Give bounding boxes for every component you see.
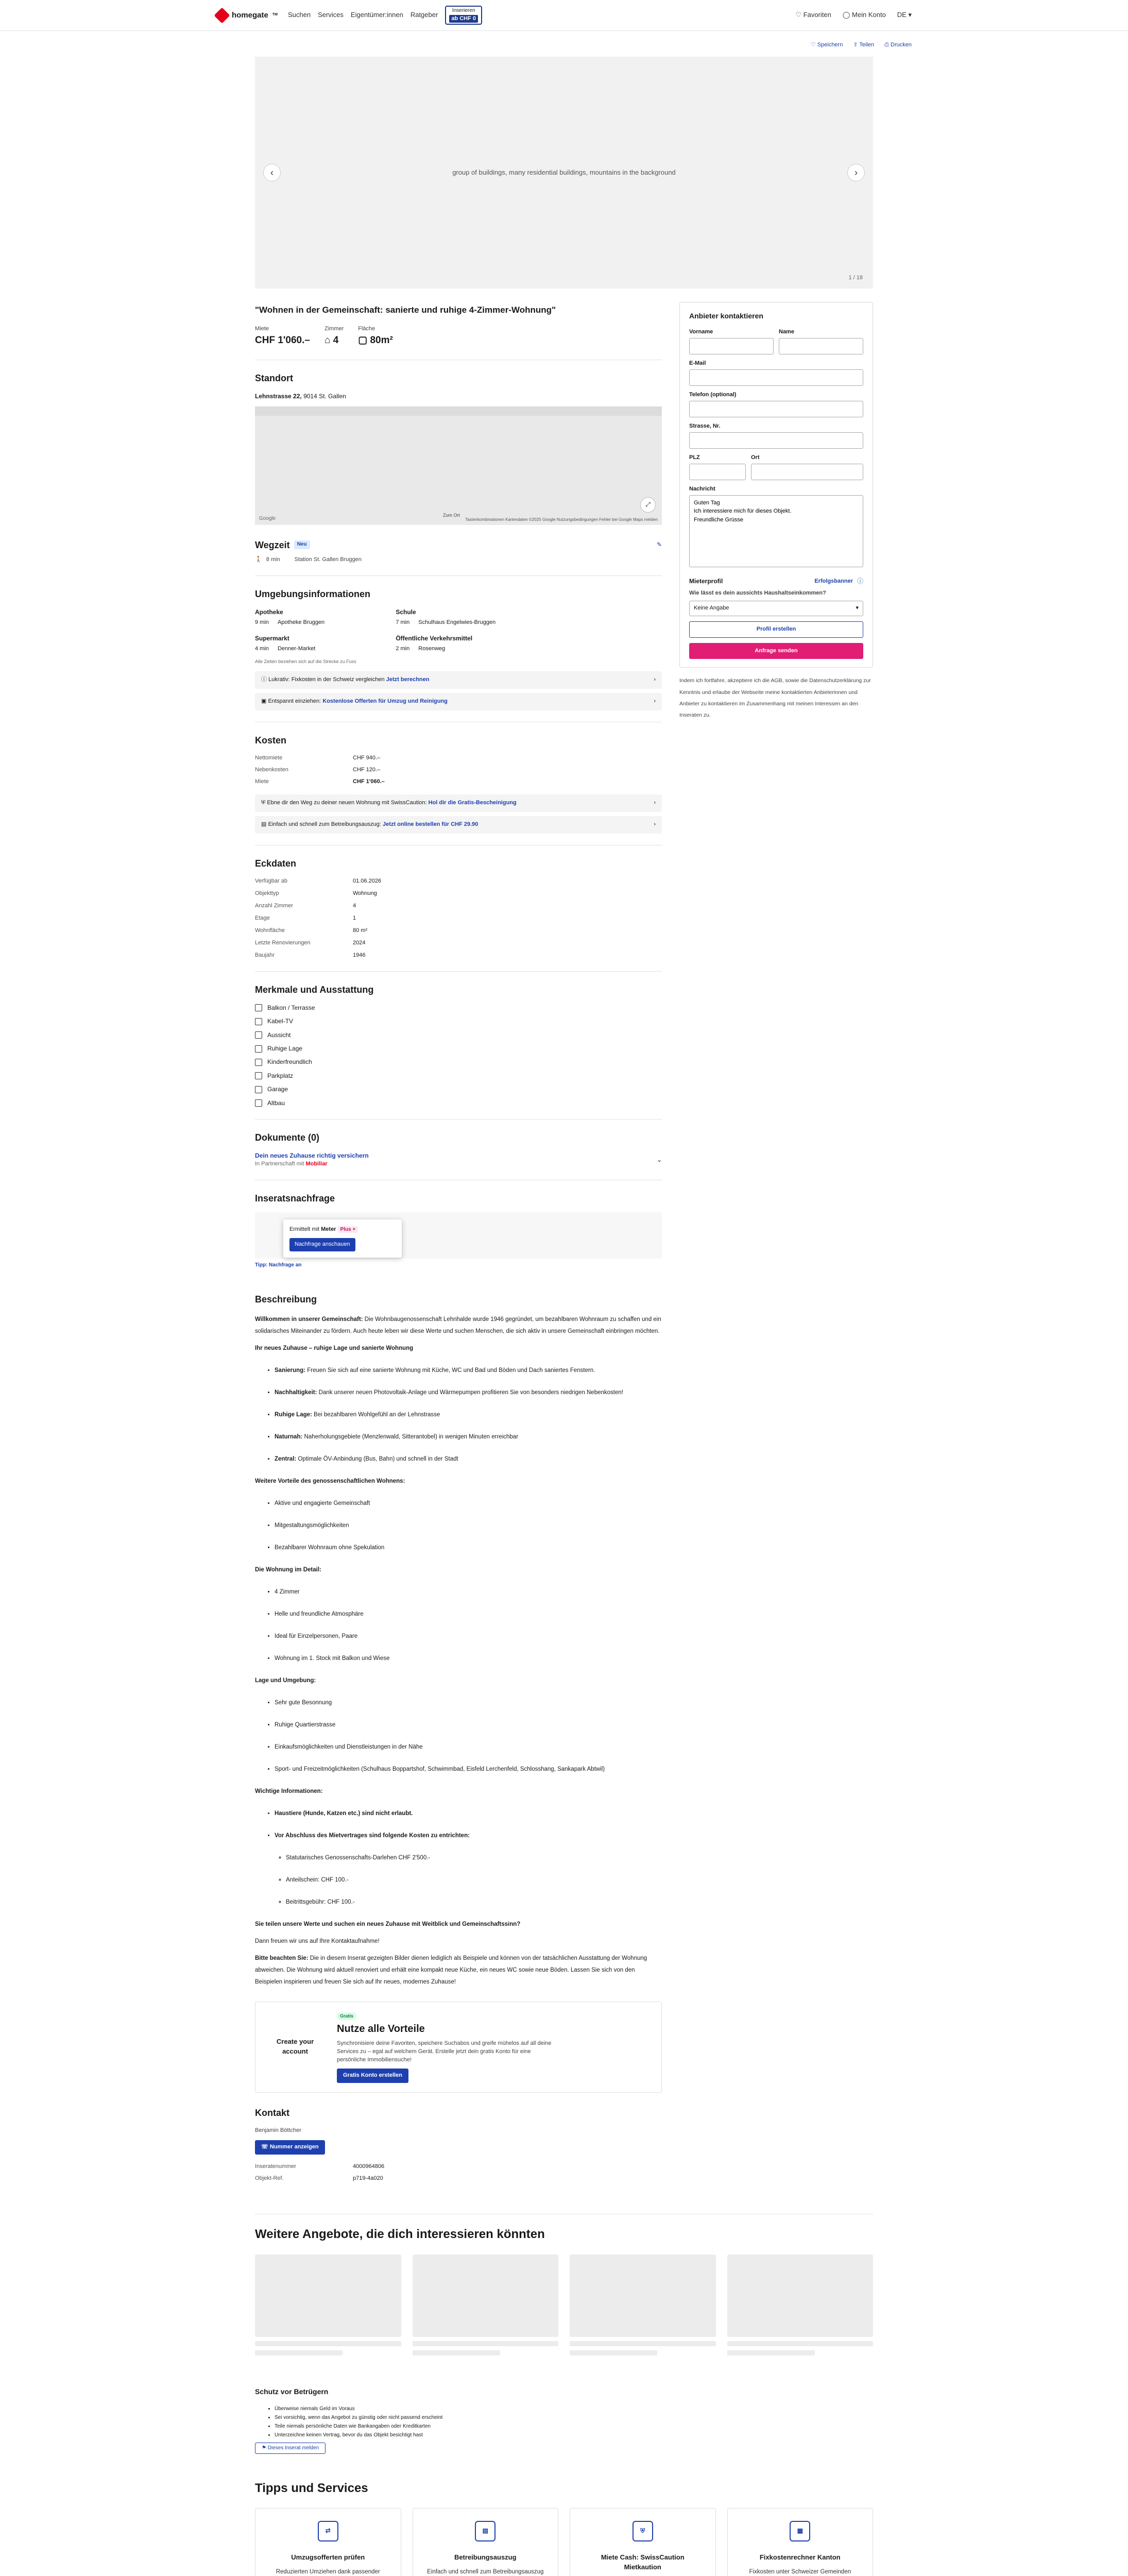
map-fullscreen-icon[interactable]: ⤢ <box>640 497 656 513</box>
tip-icon: ▤ <box>475 2521 495 2541</box>
section-inseratsnachfrage: Inseratsnachfrage <box>255 1193 335 1204</box>
eckdaten-label: Baujahr <box>255 952 275 958</box>
list-item: • Aktive und engagierte Gemeinschaft <box>275 1498 662 1510</box>
listing-title: "Wohnen in der Gemeinschaft: sanierte und ruhige 4-Zimmer-Wohnung" <box>255 304 556 315</box>
list-item: ◦ Anteilschein: CHF 100.- <box>286 1874 662 1886</box>
umgebung-supermarkt: Supermarkt 4 min Denner-Market <box>255 635 316 652</box>
address: Lehnstrasse 22, 9014 St. Gallen <box>255 393 346 400</box>
nav-link-suchen[interactable]: Suchen <box>287 11 311 19</box>
tip-card <box>255 2508 401 2576</box>
account-promo: Create your account Gratis Nutze alle Vorteile Synchronisiere deine Favoriten, speichere Suchabos und greife mühelos auf all deine Services zu – egal auf welchem Gerät. Erstelle jetzt dein gratis Konto für eine persönliche Immobiliensuche! Gratis Konto erstellen <box>255 2002 662 2093</box>
banner-swisscaution[interactable]: ⛨ Ebne dir den Weg zu deiner neuen Wohnung mit SwissCaution: Hol dir die Gratis-Bescheinigung › <box>255 794 662 812</box>
key-facts <box>255 325 662 347</box>
contact-name: Benjamin Böttcher <box>255 2127 301 2133</box>
tip-icon: ⛨ <box>633 2521 653 2541</box>
insurance-teaser[interactable]: Dein neues Zuhause richtig versichern In Partnerschaft mit Mobiliar ⌄ <box>255 1152 662 1167</box>
list-item <box>275 1409 662 1421</box>
description-body: Willkommen in unserer Gemeinschaft: Die Wohnbaugenossenschaft Lehnhalde wurde 1946 gegründet, um bezahlbaren Wohnraum zu schaffen und ein solidarisches Miteinander zu fördern. Auch heute leben wir diese Werte und suchen Menschen, die sich aktiv in unsere Gemeinschaft einbringen möchten. Ihr neues Zuhause – ruhige Lage und sanierte Wohnung • Sanierung: Freuen Sie sich auf eine sanierte Wohnung mit Küche, WC und Bad und Böden und Dach saniertes Fenstern. • Nachhaltigkeit: Dank unserer neuen Photovoltaik-Anlage und Wärmepumpen profitieren Sie von besonders niedrigen Nebenkosten! • Ruhige Lage: Bei bezahlbaren Wohlgefühl an der Lehnstrasse • Naturnah: Naherholungsgebiete (Menzlenwald, Sitterantobel) in wenigen Minuten erreichbar • Zentral: Optimale ÖV-Anbindung (Bus, Bahn) und schnell in der Stadt Weitere Vorteile des genossenschaftlichen Wohnens: • Aktive und engagierte Gemeinschaft • Mitgestaltungsmöglichkeiten • Bezahlbarer Wohnraum ohne Spekulation Die Wohnung im Detail: • 4 Zimmer • Helle und freundliche Atmosphäre • Ideal für Einzelpersonen, Paare • Wohnung im 1. Stock mit Balkon und Wiese Lage und Umgebung: • Sehr gute Besonnung • Ruhige Quartierstrasse • Einkaufsmöglichkeiten und Dienstleistungen in der Nähe • Sport- und Freizeitmöglichkeiten (Schulhaus Boppartshof, Schwimmbad, Eisfeld Lerchenfeld, Schlosshang, Sankapark Abtwil) Wichtige Informationen: • Haustiere (Hunde, Katzen etc.) sind nicht erlaubt. • Vor Abschluss des Mietvertrages sind folgende Kosten zu entrichten: ◦ Statutarisches Genossenschafts-Darlehen CHF 2'500.- ◦ Anteilschein: CHF 100.- ◦ Beitrittsgebühr: CHF 100.- Sie teilen unsere Werte und suchen ein neues Zuhause mit Weitblick und Gemeinschaftssinn? Dann freuen wir uns auf Ihre Kontaktaufnahme! Bitte beachten Sie: Die in diesem Inserat gezeigten Bilder dienen lediglich als Beispiele und können von der tatsächlichen Ausstattung der Wohnung abweichen. Die Wohnung wird aktuell renoviert und erhält eine kompakt neue Küche, ein neues WC sowie neue Böden. Lassen Sie sich von den Beispielen inspirieren und freuen Sie sich auf Ihr neues, modernes Zuhause! <box>255 1314 662 1988</box>
list-item: • Ideal für Einzelpersonen, Paare <box>275 1631 662 1642</box>
show-number-button[interactable]: ☏ Nummer anzeigen <box>255 2140 325 2155</box>
list-item-text: Optimale ÖV-Anbindung (Bus, Bahn) und schnell in der Stadt <box>296 1455 458 1462</box>
umgebung-note: Alle Zeiten beziehen sich auf die Strecke zu Fuss <box>255 659 356 665</box>
list-item: ◦ Beitrittsgebühr: CHF 100.- <box>286 1896 662 1908</box>
section-kosten: Kosten <box>255 735 287 746</box>
section-merkmale: Merkmale und Ausstattung <box>255 984 374 995</box>
chevron-right-icon: › <box>654 821 656 828</box>
list-item-text: Naherholungsgebiete (Menzlenwald, Sitterantobel) in wenigen Minuten erreichbar <box>302 1433 519 1440</box>
favorites-link[interactable]: ♡ Favoriten <box>795 11 831 19</box>
eckdaten-table <box>255 877 662 960</box>
list-item: • Sehr gute Besonnung <box>275 1697 662 1709</box>
section-umgebung: Umgebungsinformationen <box>255 588 370 599</box>
list-item-title: Zentral: <box>275 1455 297 1462</box>
list-item-title: Naturnah: <box>275 1433 303 1440</box>
inserieren-button[interactable]: Inserieren ab CHF 0 <box>445 6 482 25</box>
feature-label: Aussicht <box>267 1031 291 1039</box>
feature-item <box>255 1072 662 1080</box>
list-item <box>275 1431 662 1443</box>
offer-card-skeleton[interactable] <box>570 2255 716 2355</box>
area-icon: ▢ <box>358 334 370 346</box>
umgebung-schule: Schule 7 min Schulhaus Engelwies-Bruggen <box>396 608 496 626</box>
list-item <box>275 1365 662 1377</box>
wegzeit-row: 🚶 8 min Station St. Gallen Bruggen <box>255 556 662 564</box>
list-item-text: Dank unserer neuen Photovoltaik-Anlage und Wärmepumpen profitieren Sie von besonders niedrigen Nebenkosten! <box>317 1389 623 1396</box>
top-right-menu <box>795 10 912 20</box>
tip-title: Miete Cash: SwissCaution Mietkaution <box>601 2553 685 2571</box>
list-item-text: Bei bezahlbaren Wohlgefühl an der Lehnstrasse <box>312 1411 440 1418</box>
contact-form: Anbieter kontaktieren Vorname Name E-Mail Telefon (optional) Strasse, Nr. PLZ Ort Nachricht Guten Tag Ich interessiere mich für dieses Objekt. Freundliche Grüsse Mieterprofil Erfolgsbanner ⓘ Wie lässt es dein aussichts Haushaltseinkommen? Keine Angabe ▾ Profil erstellen Anfrage senden <box>679 302 873 668</box>
tip-icon: ▦ <box>790 2521 810 2541</box>
demand-popover: Ermittelt mit Meter Plus + Nachfrage anschauen <box>283 1219 402 1258</box>
message-field[interactable] <box>689 495 863 567</box>
chevron-down-icon: ▾ <box>906 11 912 19</box>
fraud-tip-item: • Teile niemals persönliche Daten wie Bankangaben oder Kreditkarten <box>275 2422 873 2431</box>
eckdaten-label: Letzte Renovierungen <box>255 939 311 946</box>
main-column <box>255 302 662 2183</box>
list-item-title: Nachhaltigkeit: <box>275 1389 317 1396</box>
list-item: ◦ Statutarisches Genossenschafts-Darlehen CHF 2'500.- <box>286 1852 662 1864</box>
flag-icon: ⚑ <box>262 2445 268 2451</box>
listing-ids: Inseratenummer 4000964806 Objekt-Ref. p719-4a020 <box>255 2163 385 2181</box>
feature-icon <box>255 1004 262 1011</box>
email-field[interactable] <box>689 369 863 386</box>
create-profile-button[interactable]: Profil erstellen <box>689 621 863 638</box>
feature-icon <box>255 1018 262 1025</box>
fraud-protection: Schutz vor Betrügern • Überweise niemals Geld im Voraus • Sei vorsichtig, wenn das Angebot zu günstig oder nicht passend erscheint • Teile niemals persönliche Daten wie Bankangaben oder Kreditkarten • Unterzeichne keinen Vertrag, bevor du das Objekt besichtigt hast ⚑ Dieses Inserat melden <box>255 2386 873 2454</box>
offer-card-skeleton[interactable] <box>727 2255 874 2355</box>
heart-icon: ♡ <box>795 11 804 19</box>
list-item: • Ruhige Quartierstrasse <box>275 1719 662 1731</box>
banner-betreibung[interactable]: ▤ Einfach und schnell zum Betreibungsauszug: Jetzt online bestellen für CHF 29.90 › <box>255 816 662 834</box>
homegate-logo[interactable]: homegate TM <box>216 10 278 21</box>
feature-label: Ruhige Lage <box>267 1044 303 1052</box>
income-select[interactable]: Keine Angabe ▾ <box>689 601 863 616</box>
merkmale-list <box>255 1004 662 1108</box>
lastname-field[interactable] <box>779 338 863 354</box>
language-select[interactable]: DE ▾ <box>897 11 912 19</box>
fraud-tip-item: • Sei vorsichtig, wenn das Angebot zu günstig oder nicht passend erscheint <box>275 2413 873 2422</box>
feature-item <box>255 1031 662 1040</box>
eckdaten-label: Anzahl Zimmer <box>255 903 293 909</box>
feature-label: Balkon / Terrasse <box>267 1004 315 1011</box>
zip-field[interactable] <box>689 464 746 480</box>
chevron-right-icon: › <box>654 698 656 705</box>
list-item-title: Sanierung: <box>275 1367 306 1374</box>
listing-actions <box>216 41 912 49</box>
feature-label: Kinderfreundlich <box>267 1058 312 1066</box>
eckdaten-value: 1946 <box>353 952 366 958</box>
save-button[interactable]: ♡ Speichern <box>810 42 843 48</box>
document-icon: ▤ <box>261 821 268 828</box>
content-wrapper <box>255 289 873 2183</box>
tip-icon: ⇄ <box>318 2521 338 2541</box>
section-beschreibung: Beschreibung <box>255 1294 317 1305</box>
heart-icon: ♡ <box>810 42 817 48</box>
feature-item <box>255 1017 662 1026</box>
rooms-icon: ⌂ <box>324 334 333 346</box>
eckdaten-value: 01.06.2026 <box>353 878 382 885</box>
report-listing-button[interactable]: ⚑ Dieses Inserat melden <box>255 2443 326 2454</box>
send-inquiry-button[interactable]: Anfrage senden <box>689 643 863 659</box>
tip-card <box>413 2508 559 2576</box>
offer-card-skeleton[interactable] <box>413 2255 559 2355</box>
user-icon: ◯ <box>842 11 852 19</box>
feature-icon <box>255 1072 262 1079</box>
umgebung-apotheke: Apotheke 9 min Apotheke Bruggen <box>255 608 325 626</box>
feature-item <box>255 1085 662 1094</box>
tip-title: Fixkostenrechner Kanton <box>759 2553 841 2561</box>
chevron-right-icon[interactable]: › <box>847 164 865 181</box>
feature-icon <box>255 1099 262 1107</box>
print-button[interactable]: ⎙ Drucken <box>884 42 912 48</box>
shield-icon: ⛨ <box>261 800 267 806</box>
key-fact-rooms: Zimmer ⌂ 4 <box>324 325 344 346</box>
feature-label: Kabel-TV <box>267 1018 294 1025</box>
sidebar <box>679 302 873 2183</box>
eckdaten-value: 1 <box>353 914 356 921</box>
list-item: • Bezahlbarer Wohnraum ohne Spekulation <box>275 1542 662 1554</box>
firstname-field[interactable] <box>689 338 774 354</box>
key-fact-area: Fläche ▢ 80m² <box>358 325 393 346</box>
view-demand-button[interactable]: Nachfrage anschauen <box>289 1238 355 1251</box>
eckdaten-value: 4 <box>353 903 356 909</box>
banner-fixkosten[interactable]: ⓘ Lukrativ: Fixkosten in der Schweiz vergleichen Jetzt berechnen › <box>255 671 662 689</box>
list-item <box>275 1453 662 1465</box>
feature-icon <box>255 1045 262 1053</box>
share-icon: ⇪ <box>853 42 860 48</box>
info-icon: ⓘ <box>857 578 863 585</box>
kosten-table: Nettomiete CHF 940.– Nebenkosten CHF 120.– Miete CHF 1'060.– <box>255 755 385 785</box>
city-field[interactable] <box>751 464 863 480</box>
phone-icon: ☏ <box>261 2143 270 2150</box>
tip-title: Umzugsofferten prüfen <box>291 2553 365 2561</box>
section-standort: Standort <box>255 373 293 384</box>
demand-widget: Tipp: Nachfrage an Ermittelt mit Meter Plus + Nachfrage anschauen <box>255 1212 662 1290</box>
walk-icon: 🚶 <box>255 556 262 563</box>
eckdaten-label: Verfügbar ab <box>255 878 287 885</box>
fraud-tip-item: • Überweise niemals Geld im Voraus <box>275 2404 873 2413</box>
share-button[interactable]: ⇪ Teilen <box>853 42 875 48</box>
banner-umzug[interactable]: ▣ Entspannt einziehen: Kostenlose Offerten für Umzug und Reinigung › <box>255 693 662 710</box>
section-eckdaten: Eckdaten <box>255 858 297 869</box>
feature-label: Parkplatz <box>267 1072 294 1079</box>
nav-link-eigentuemer[interactable]: Eigentümer:innen <box>350 11 403 19</box>
key-fact-rent: Miete CHF 1'060.– <box>255 325 310 346</box>
fraud-tip-item: • Unterzeichne keinen Vertrag, bevor du das Objekt besichtigt hast <box>275 2431 873 2439</box>
location-map[interactable]: Zum Ort ⤢ Google Tastenkombinationen Kartendaten ©2025 Google Nutzungsbedingungen Fehler bei Google Maps melden <box>255 406 662 525</box>
feature-icon <box>255 1031 262 1039</box>
chevron-left-icon[interactable]: ‹ <box>263 164 281 181</box>
feature-item <box>255 1099 662 1108</box>
feature-item <box>255 1058 662 1066</box>
phone-field[interactable] <box>689 401 863 417</box>
eckdaten-label: Objekttyp <box>255 890 279 897</box>
chevron-down-icon: ▾ <box>856 604 859 611</box>
edit-icon[interactable]: ✎ <box>656 540 662 548</box>
feature-label: Altbau <box>267 1099 285 1107</box>
tip-card <box>727 2508 874 2576</box>
feature-item <box>255 1044 662 1053</box>
eckdaten-value: 2024 <box>353 939 366 946</box>
tip-text: Reduzierten Umziehen dank passender <box>276 2568 380 2575</box>
section-dokumente: Dokumente (0) <box>255 1132 320 1143</box>
feature-icon <box>255 1059 262 1066</box>
logo-mark-icon <box>214 7 230 23</box>
street-field[interactable] <box>689 432 863 449</box>
eckdaten-label: Wohnfläche <box>255 927 285 934</box>
nav-link-ratgeber[interactable]: Ratgeber <box>410 11 438 19</box>
feature-label: Garage <box>267 1086 288 1093</box>
list-item <box>275 1387 662 1399</box>
tip-text: Fixkosten unter Schweizer Gemeinden <box>749 2568 851 2575</box>
eckdaten-value: Wohnung <box>353 890 377 897</box>
list-item: • Einkaufsmöglichkeiten und Dienstleistungen in der Nähe <box>275 1741 662 1753</box>
offer-card-skeleton[interactable] <box>255 2255 401 2355</box>
gallery-image-alt: group of buildings, many residential buildings, mountains in the background <box>452 168 676 176</box>
chevron-right-icon: › <box>654 800 656 806</box>
umgebung-oev: Öffentliche Verkehrsmittel 2 min Rosenweg <box>396 635 473 652</box>
tips-services: Tipps und Services ⇄ Umzugsofferten prüfen Reduzierten Umziehen dank passender ▤ Betreibungsauszug Einfach und schnell zum Betreibungsauszug ⛨ Miete Cash: SwissCaution Mietkaution ▦ Fixkostenrechner Kanton Fixkosten unter Schweizer Gemeinden <box>255 2480 873 2576</box>
wegzeit-header: Wegzeit Neu ✎ <box>255 539 662 550</box>
list-item: • 4 Zimmer <box>275 1586 662 1598</box>
chevron-right-icon: › <box>654 676 656 683</box>
tip-text: Einfach und schnell zum Betreibungsauszug <box>427 2568 544 2575</box>
more-offers: Weitere Angebote, die dich interessieren könnten <box>255 2214 873 2356</box>
account-link[interactable]: ◯ Mein Konto <box>842 11 886 19</box>
eckdaten-label: Etage <box>255 914 270 921</box>
tip-title: Betreibungsauszug <box>454 2553 517 2561</box>
gallery-counter: 1 / 18 <box>848 275 863 281</box>
eckdaten-value: 80 m² <box>353 927 368 934</box>
nav-link-services[interactable]: Services <box>318 11 344 19</box>
list-item-title: Ruhige Lage: <box>275 1411 312 1418</box>
tip-card <box>570 2508 716 2576</box>
list-item: • Helle und freundliche Atmosphäre <box>275 1608 662 1620</box>
list-item-text: Freuen Sie sich auf eine sanierte Wohnung mit Küche, WC und Bad und Böden und Dach saniertes Fenstern. <box>305 1367 595 1374</box>
list-item: • Mitgestaltungsmöglichkeiten <box>275 1520 662 1532</box>
print-icon: ⎙ <box>884 42 891 48</box>
truck-icon: ▣ <box>261 698 268 705</box>
umgebung-grid <box>255 608 662 654</box>
info-icon: ⓘ <box>261 676 269 683</box>
feature-icon <box>255 1086 262 1093</box>
top-navigation <box>0 0 1128 31</box>
create-account-button[interactable]: Gratis Konto erstellen <box>337 2069 408 2083</box>
list-item: • Wohnung im 1. Stock mit Balkon und Wiese <box>275 1653 662 1665</box>
section-kontakt: Kontakt <box>255 2107 289 2118</box>
list-item: • Sport- und Freizeitmöglichkeiten (Schulhaus Boppartshof, Schwimmbad, Eisfeld Lerchenfeld, Schlosshang, Sankapark Abtwil) <box>275 1764 662 1775</box>
image-gallery[interactable] <box>255 57 873 289</box>
feature-item <box>255 1004 662 1012</box>
form-legal: Indem ich fortfahre, akzeptiere ich die AGB, sowie die Datenschutzerklärung zur Kenntnis und erlaube der Webseite meine kontaktierten Anbieterinnen und Anbieter zu kontaktieren im Zusammenhang mit meinen Interessen an den Inseraten zu. <box>679 677 871 718</box>
chevron-down-icon: ⌄ <box>656 1156 662 1163</box>
mieterprofil-link[interactable]: Erfolgsbanner <box>814 578 853 584</box>
